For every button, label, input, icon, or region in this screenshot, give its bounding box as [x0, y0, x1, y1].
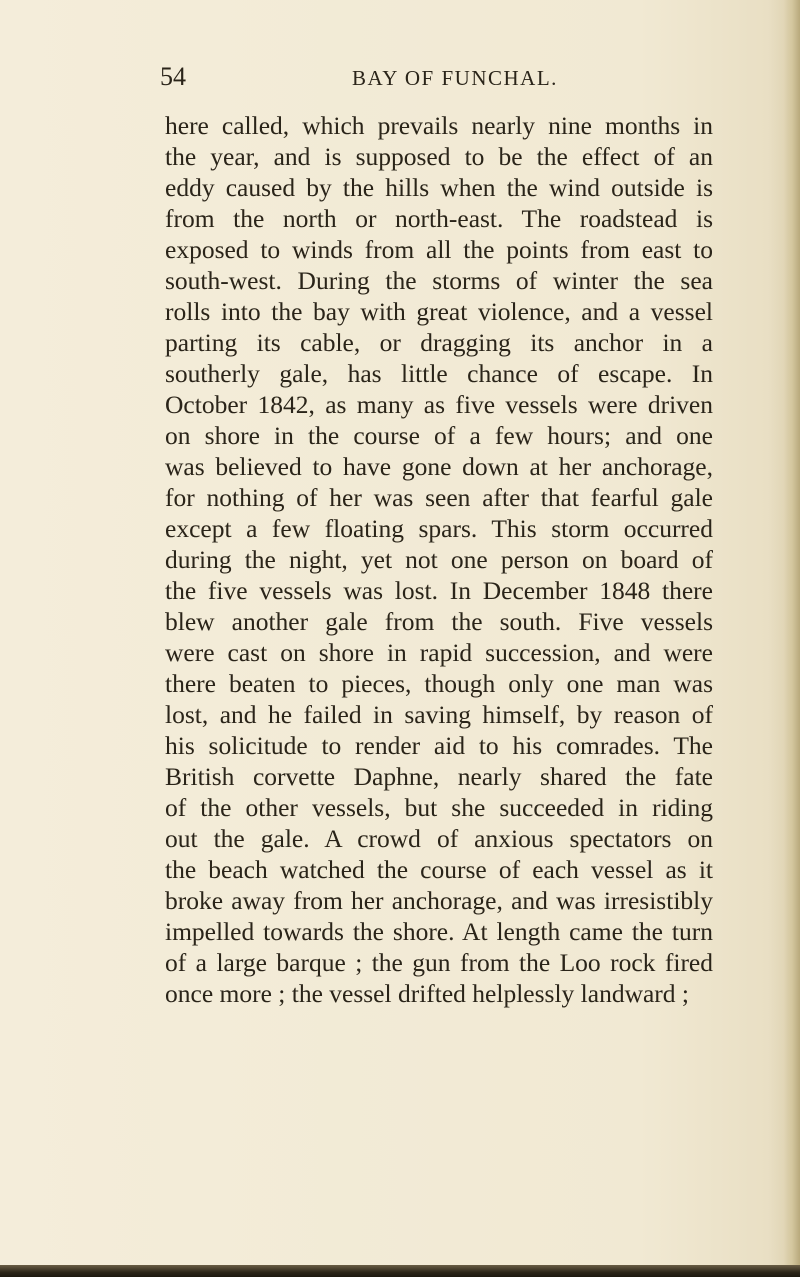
text-line: blew another gale from the south. Five vessels	[165, 607, 713, 636]
text-line: eddy caused by the hills when the wind outside is	[165, 173, 713, 202]
text-line: exposed to winds from all the points from east to	[165, 235, 713, 264]
page-edge-shadow	[784, 0, 800, 1277]
text-line: on shore in the course of a few hours; and one	[165, 421, 713, 450]
text-line: impelled towards the shore. At length came the turn	[165, 917, 713, 946]
text-line: south-west. During the storms of winter the sea	[165, 266, 713, 295]
text-line: there beaten to pieces, though only one man was	[165, 669, 713, 698]
text-line: were cast on shore in rapid succession, and were	[165, 638, 713, 667]
page-number: 54	[160, 62, 186, 91]
running-head: BAY OF FUNCHAL.	[352, 66, 558, 90]
text-line: southerly gale, has little chance of escape. In	[165, 359, 713, 388]
text-line: rolls into the bay with great violence, and a vessel	[165, 297, 713, 326]
text-line: was believed to have gone down at her anchorage,	[165, 452, 713, 481]
text-line: lost, and he failed in saving himself, by reason of	[165, 700, 713, 729]
text-line: of a large barque ; the gun from the Loo rock fired	[165, 948, 713, 977]
text-line: his solicitude to render aid to his comrades. The	[165, 731, 713, 760]
bottom-edge-shadow	[0, 1265, 800, 1277]
page-header	[160, 62, 720, 92]
text-line: out the gale. A crowd of anxious spectators on	[165, 824, 713, 853]
text-line: during the night, yet not one person on board of	[165, 545, 713, 574]
body-text	[165, 110, 713, 1009]
text-line: for nothing of her was seen after that fearful gale	[165, 483, 713, 512]
text-line: the year, and is supposed to be the effect of an	[165, 142, 713, 171]
text-line: from the north or north-east. The roadstead is	[165, 204, 713, 233]
text-line: here called, which prevails nearly nine months in	[165, 111, 713, 140]
text-line: parting its cable, or dragging its anchor in a	[165, 328, 713, 357]
text-line: British corvette Daphne, nearly shared the fate	[165, 762, 713, 791]
text-line: October 1842, as many as five vessels were driven	[165, 390, 713, 419]
text-line: broke away from her anchorage, and was irresistibly	[165, 886, 713, 915]
text-line: the five vessels was lost. In December 1848 there	[165, 576, 713, 605]
text-line: once more ; the vessel drifted helplessly landward ;	[165, 979, 690, 1008]
text-line: of the other vessels, but she succeeded in riding	[165, 793, 713, 822]
text-line: the beach watched the course of each vessel as it	[165, 855, 713, 884]
text-line: except a few floating spars. This storm occurred	[165, 514, 713, 543]
